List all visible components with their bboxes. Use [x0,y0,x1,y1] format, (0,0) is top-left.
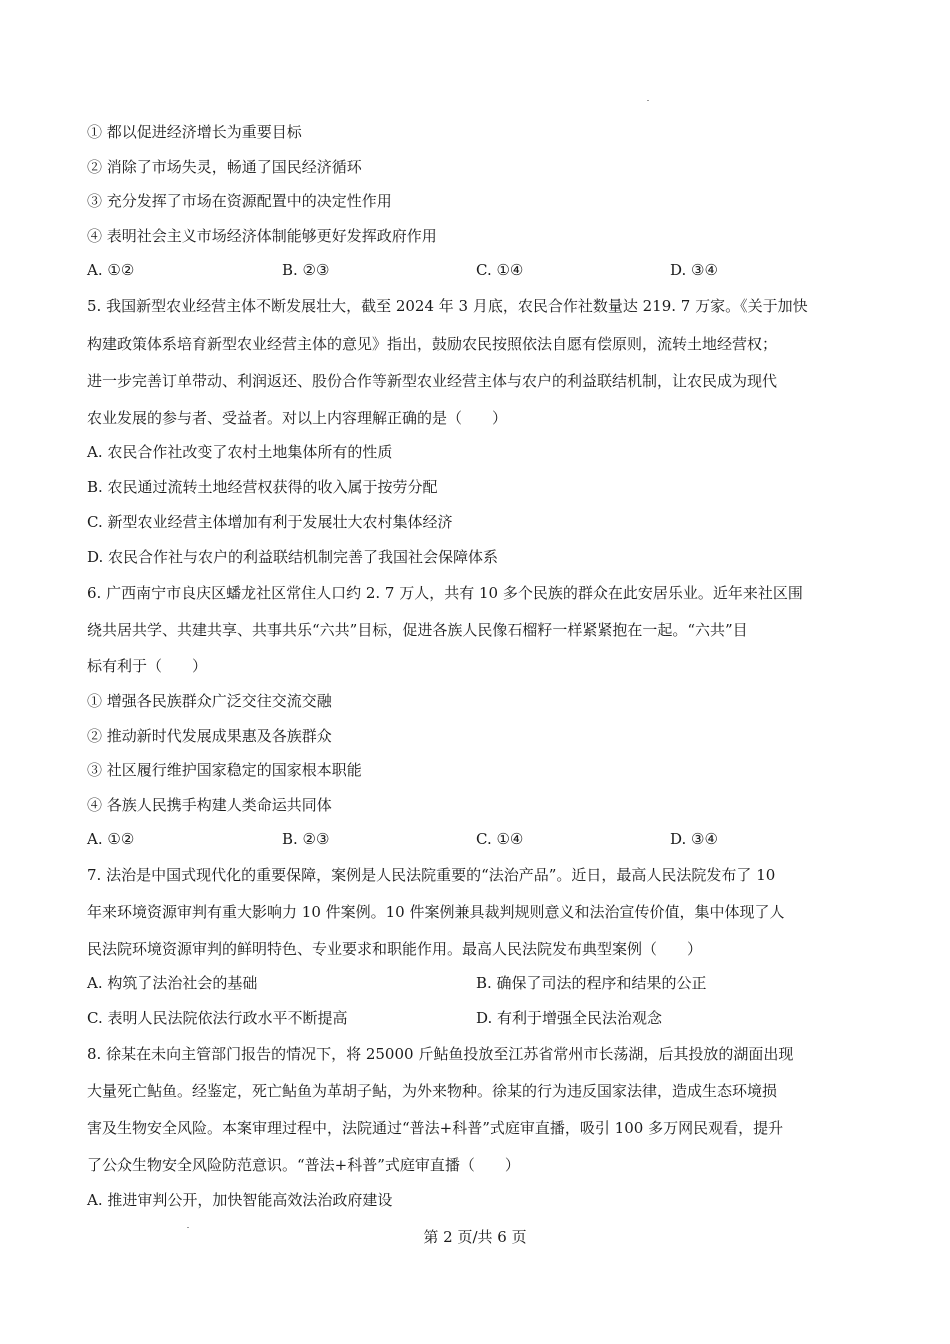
q6-statement-1: ① 增强各民族群众广泛交往交流交融 [87,692,332,710]
q7-stem-line: 7. 法治是中国式现代化的重要保障，案例是人民法院重要的“法治产品”。近日，最高人民法院发布了 10 [87,866,776,884]
q5-stem-line: 构建政策体系培育新型农业经营主体的意见》指出，鼓励农民按照依法自愿有偿原则，流转土地经营权； [87,335,778,353]
q6-stem-line: 标有利于（ ） [87,657,208,675]
q5-stem-line: 农业发展的参与者、受益者。对以上内容理解正确的是（ ） [87,409,508,427]
q6-options [87,829,867,849]
q4-options [87,260,867,280]
q4-option-b: B. ②③ [282,261,330,279]
q4-statement-3: ③ 充分发挥了市场在资源配置中的决定性作用 [87,192,392,210]
q8-stem-line: 大量死亡鲇鱼。经鉴定，死亡鲇鱼为革胡子鲇，为外来物种。徐某的行为违反国家法律，造成生态环境损 [87,1082,778,1100]
q7-options-row-2 [87,1008,867,1028]
q7-options-row-1 [87,973,867,993]
q5-option-d: D. 农民合作社与农户的利益联结机制完善了我国社会保障体系 [87,548,499,566]
q4-option-a: A. ①② [87,261,135,279]
q6-stem-line: 6. 广西南宁市良庆区蟠龙社区常住人口约 2. 7 万人，共有 10 多个民族的群众在此安居乐业。近年来社区围 [87,584,803,602]
q8-stem-line: 8. 徐某在未向主管部门报告的情况下，将 25000 斤鲇鱼投放至江苏省常州市长荡湖，后其投放的湖面出现 [87,1045,794,1063]
q4-option-d: D. ③④ [670,261,718,279]
q4-option-c: C. ①④ [476,261,524,279]
q4-statement-2: ② 消除了市场失灵，畅通了国民经济循环 [87,158,362,176]
q7-option-a: A. 构筑了法治社会的基础 [87,974,258,992]
q6-option-c: C. ①④ [476,830,524,848]
q6-statement-3: ③ 社区履行维护国家稳定的国家根本职能 [87,761,362,779]
q5-option-c: C. 新型农业经营主体增加有利于发展壮大农村集体经济 [87,513,453,531]
q7-option-d: D. 有利于增强全民法治观念 [476,1009,663,1027]
q6-statement-2: ② 推动新时代发展成果惠及各族群众 [87,727,332,745]
q7-stem-line: 民法院环境资源审判的鲜明特色、专业要求和职能作用。最高人民法院发布典型案例（ ） [87,940,703,958]
q6-stem-line: 绕共居共学、共建共享、共事共乐“六共”目标，促进各族人民像石榴籽一样紧紧抱在一起。“六共”目 [87,621,748,639]
q5-stem-line: 进一步完善订单带动、利润返还、股份合作等新型农业经营主体与农户的利益联结机制，让农民成为现代 [87,372,778,390]
q8-stem-line: 了公众生物安全风险防范意识。“普法+科普”式庭审直播（ ） [87,1156,520,1174]
q4-statement-4: ④ 表明社会主义市场经济体制能够更好发挥政府作用 [87,227,437,245]
q4-statement-1: ① 都以促进经济增长为重要目标 [87,123,302,141]
page-footer: 第 2 页/共 6 页 [423,1228,527,1246]
q7-option-b: B. 确保了司法的程序和结果的公正 [476,974,707,992]
q8-stem-line: 害及生物安全风险。本案审理过程中，法院通过“普法+科普”式庭审直播，吸引 100 多万网民观看，提升 [87,1119,784,1137]
scan-speck [647,100,649,101]
q5-stem-line: 5. 我国新型农业经营主体不断发展壮大，截至 2024 年 3 月底，农民合作社数量达 219. 7 万家。《关于加快 [87,297,808,315]
q6-option-a: A. ①② [87,830,135,848]
q5-option-a: A. 农民合作社改变了农村土地集体所有的性质 [87,443,393,461]
q6-option-d: D. ③④ [670,830,718,848]
q8-option-a: A. 推进审判公开，加快智能高效法治政府建设 [87,1191,393,1209]
q7-stem-line: 年来环境资源审判有重大影响力 10 件案例。10 件案例兼具裁判规则意义和法治宣传价值，集中体现了人 [87,903,785,921]
q6-option-b: B. ②③ [282,830,330,848]
q5-option-b: B. 农民通过流转土地经营权获得的收入属于按劳分配 [87,478,438,496]
q6-statement-4: ④ 各族人民携手构建人类命运共同体 [87,796,332,814]
q7-option-c: C. 表明人民法院依法行政水平不断提高 [87,1009,348,1027]
